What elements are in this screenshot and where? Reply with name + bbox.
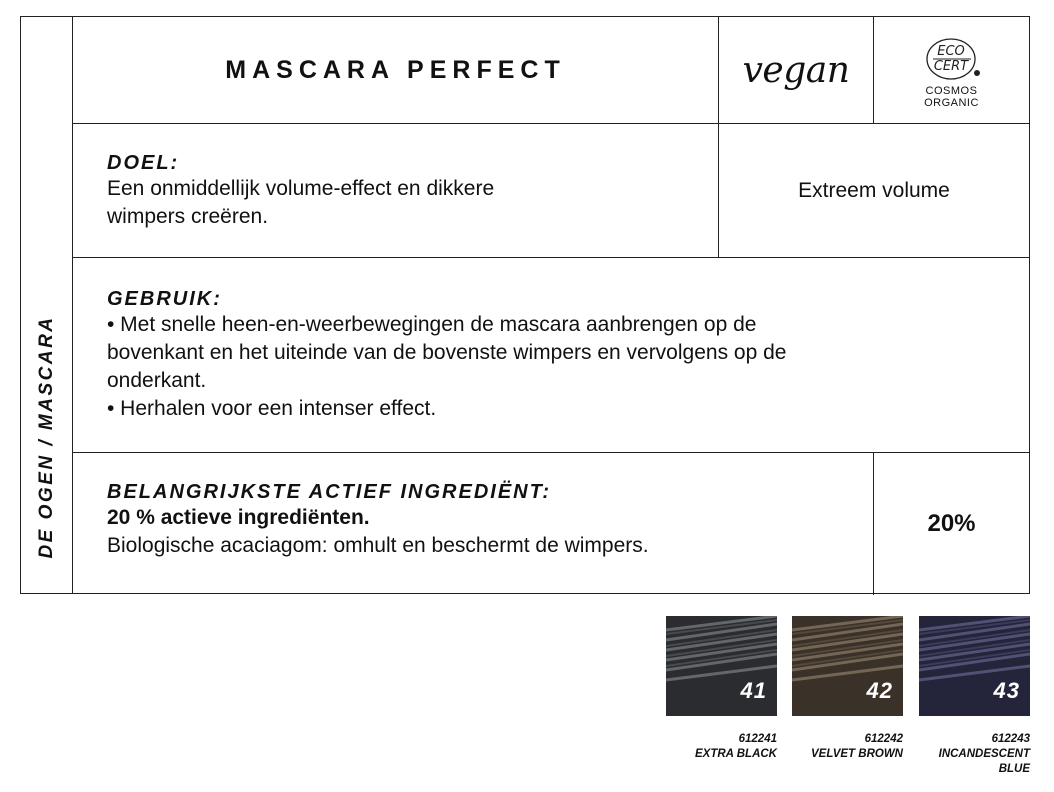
ecocert-logo-icon xyxy=(917,35,987,85)
side-category-bar xyxy=(21,17,73,593)
ecocert-organic: ORGANIC xyxy=(924,97,979,109)
ingredient-section xyxy=(73,453,873,595)
ecocert-logo-line1: ECO xyxy=(936,44,965,59)
shade-number: 43 xyxy=(993,678,1020,703)
product-title: MASCARA PERFECT xyxy=(225,55,566,84)
ingredient-line-1: 20 % actieve ingrediënten. xyxy=(107,506,370,529)
gebruik-section xyxy=(73,258,1029,452)
ecocert-cosmos: COSMOS xyxy=(925,85,978,97)
doel-row xyxy=(73,124,1029,258)
title-row xyxy=(73,17,1029,124)
shade-name: INCANDESCENT xyxy=(938,748,1030,760)
product-sheet xyxy=(20,16,1030,594)
gebruik-line-2: bovenkant en het uiteinde van de bovenste wimpers en vervolgens op de xyxy=(107,341,787,364)
shade-name-line-2: BLUE xyxy=(998,763,1030,775)
shade-code: 612241 xyxy=(738,733,777,745)
ingredient-line-2: Biologische acaciagom: omhult en beschermt de wimpers. xyxy=(107,534,649,557)
shade-caption-41 xyxy=(666,732,777,762)
shade-caption-42 xyxy=(792,732,903,762)
gebruik-heading: GEBRUIK: xyxy=(107,288,222,310)
doel-effect: Extreem volume xyxy=(718,124,1029,257)
gebruik-line-4: • Herhalen voor een intenser effect. xyxy=(107,397,437,420)
doel-line-1: Een onmiddellijk volume-effect en dikkere xyxy=(107,177,495,200)
doel-heading: DOEL: xyxy=(107,152,180,174)
shade-swatch-43 xyxy=(919,616,1030,716)
category-label: DE OGEN / MASCARA xyxy=(36,315,57,559)
shade-name: EXTRA BLACK xyxy=(695,748,777,760)
shade-code: 612242 xyxy=(864,733,903,745)
shade-number: 42 xyxy=(866,678,893,703)
doel-section xyxy=(73,124,718,257)
ingredient-row xyxy=(73,453,1029,595)
shade-number: 41 xyxy=(740,678,767,703)
vegan-label: vegan xyxy=(718,17,873,123)
gebruik-line-1: • Met snelle heen-en-weerbewegingen de mascara aanbrengen op de xyxy=(107,313,757,336)
ecocert-logo-line2: CERT xyxy=(933,59,968,74)
doel-line-2: wimpers creëren. xyxy=(107,205,269,228)
shade-swatch-42 xyxy=(792,616,903,716)
ecocert-badge xyxy=(873,17,1029,123)
gebruik-row xyxy=(73,258,1029,453)
shade-caption-43 xyxy=(919,732,1030,777)
shade-name: VELVET BROWN xyxy=(810,748,903,760)
ingredient-heading: BELANGRIJKSTE ACTIEF INGREDIËNT: xyxy=(107,481,552,503)
gebruik-line-3: onderkant. xyxy=(107,369,207,392)
shade-code: 612243 xyxy=(991,733,1030,745)
ingredient-percent: 20% xyxy=(873,453,1029,595)
shade-swatch-41 xyxy=(666,616,777,716)
